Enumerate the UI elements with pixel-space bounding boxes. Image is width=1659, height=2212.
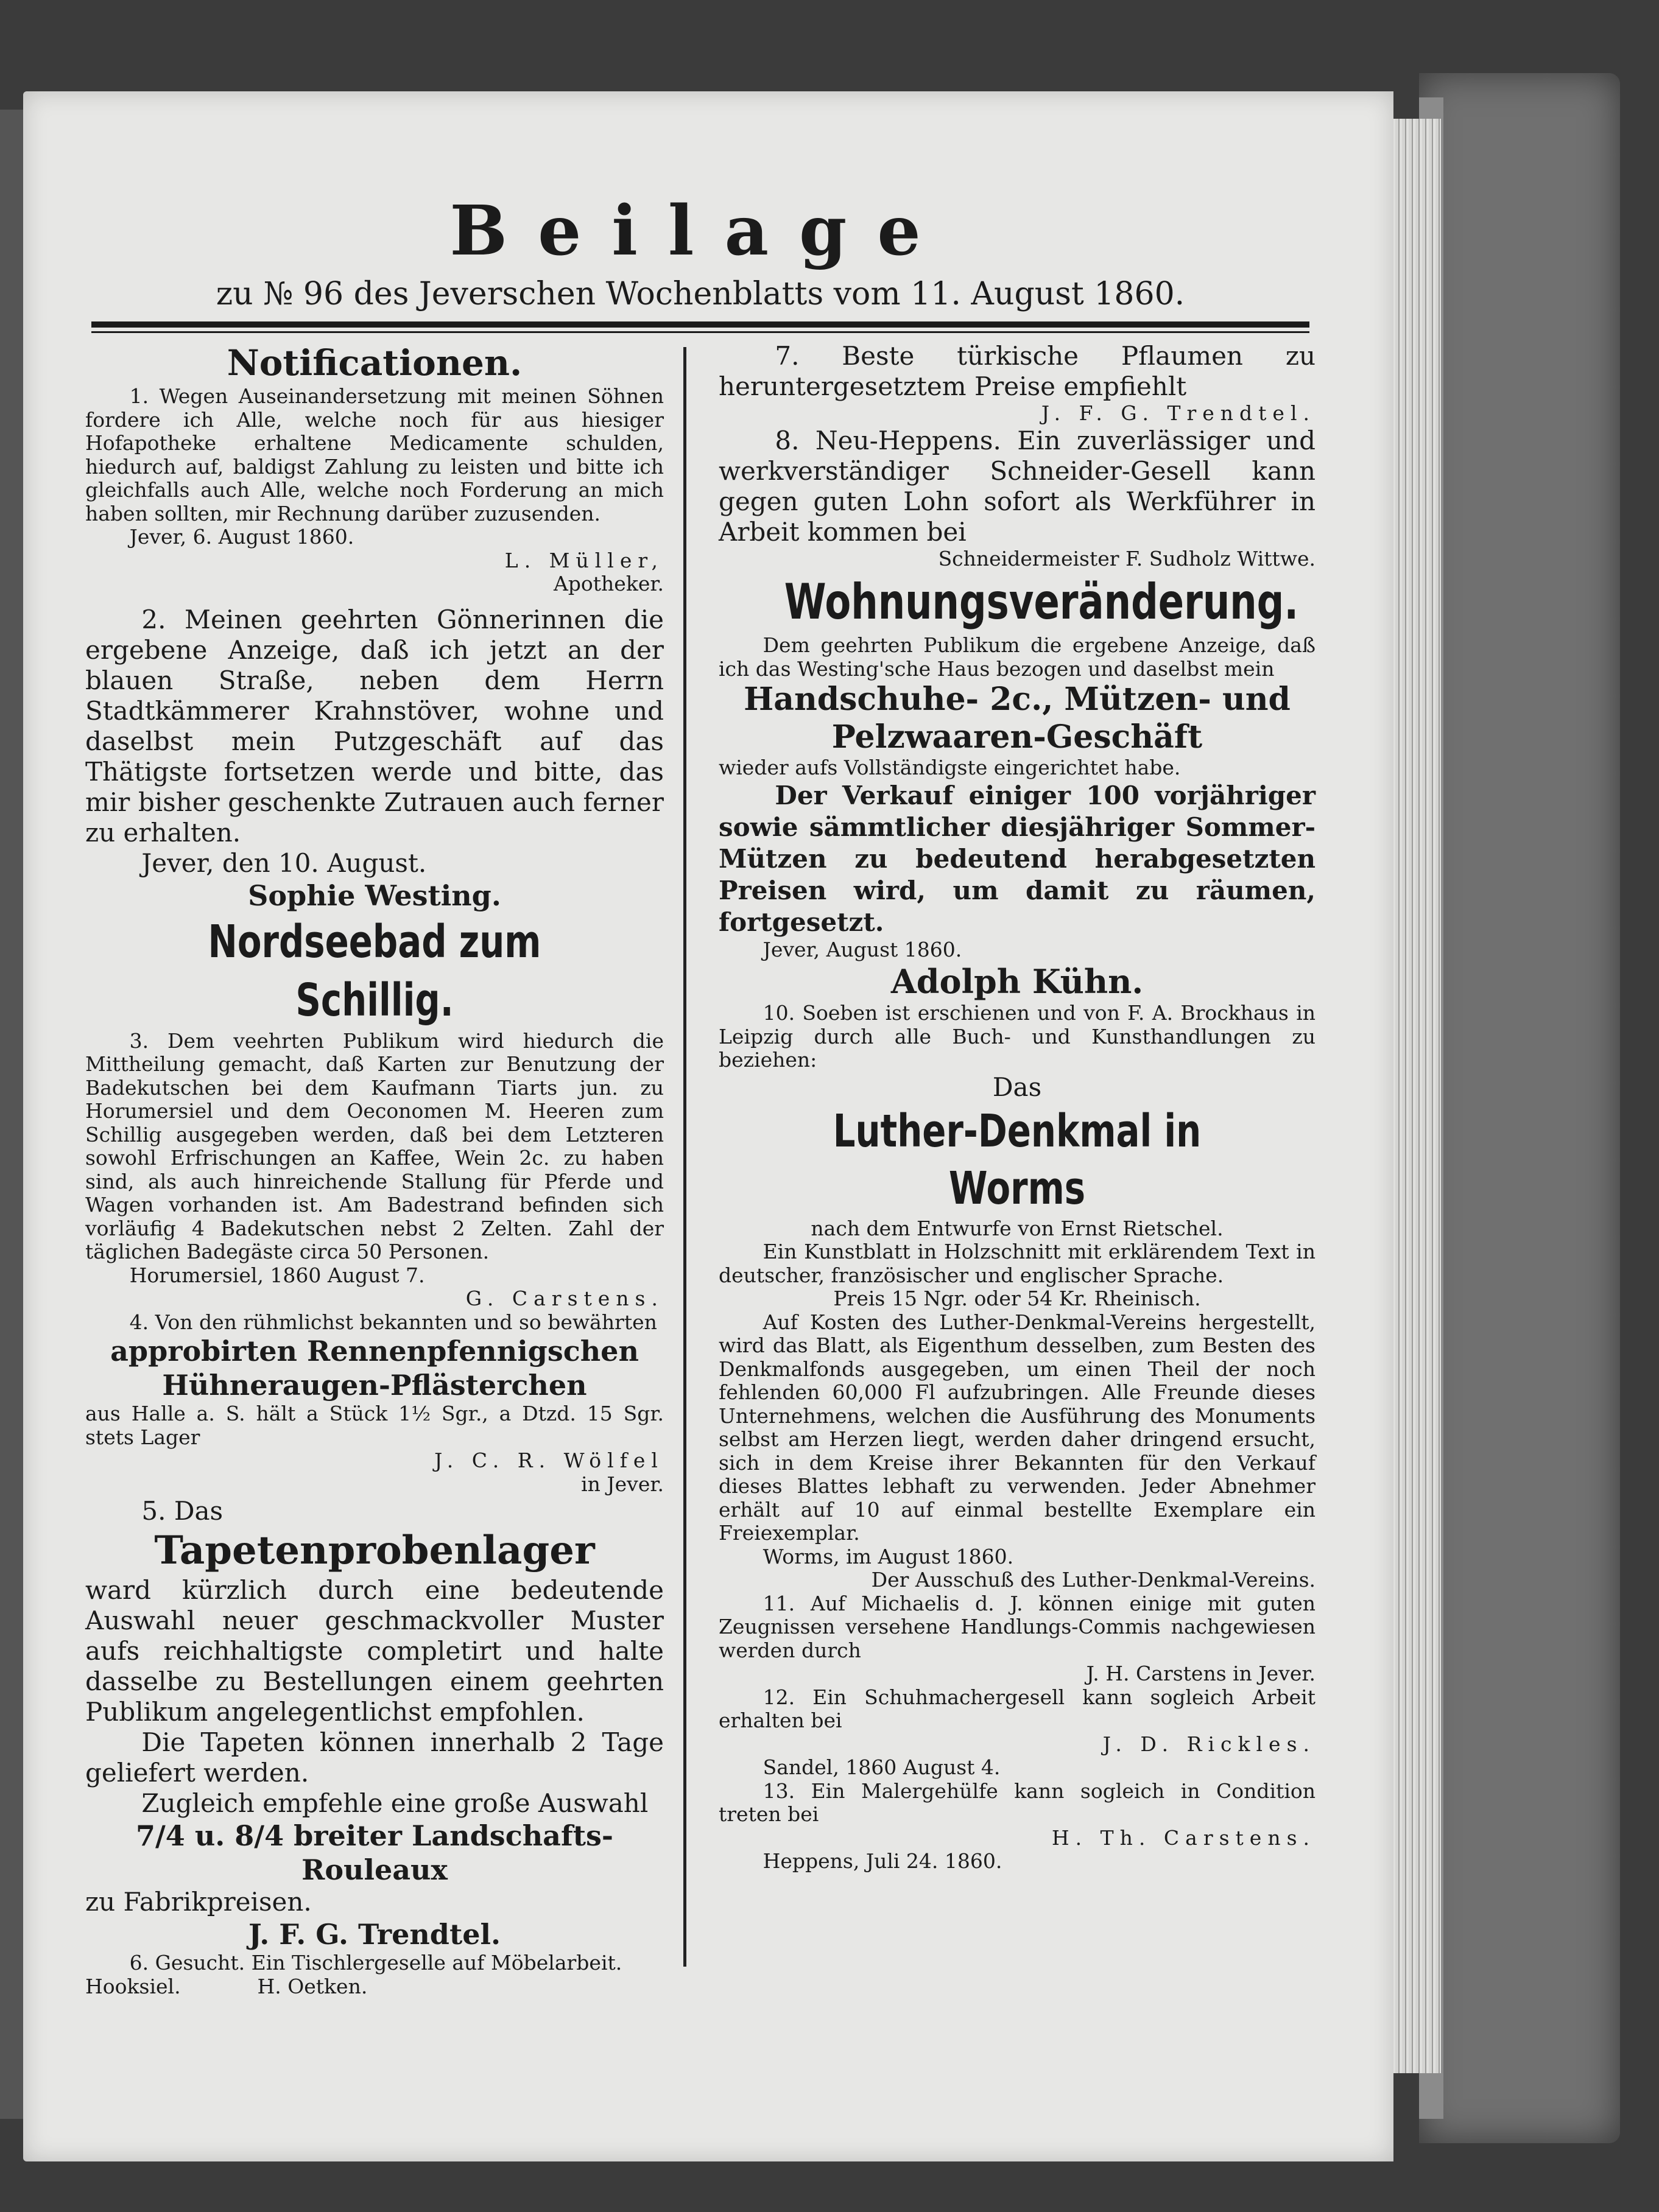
notice-12-text: 12. Ein Schuhmachergesell kann sogleich Arbeit erhalten bei xyxy=(719,1685,1316,1732)
book-cover xyxy=(1419,73,1620,2143)
notice-1-text: 1. Wegen Auseinandersetzung mit meinen Söhnen fordere ich Alle, welche noch für aus hiesiger Hofapotheke erhaltene Medicamente schulden, hiedurch auf, baldigst Zahlung zu leisten und bitte ich gleichfalls auch Alle, welche noch Forderung an mich haben sollten, mir Rechnung darüber zuzusenden. xyxy=(85,384,664,525)
notice-7-signature: J. F. G. Trendtel. xyxy=(1041,401,1316,425)
notice-13-date: Heppens, Juli 24. 1860. xyxy=(763,1849,1002,1873)
notice-10-text: 10. Soeben ist erschienen und von F. A. Brockhaus in Leipzig durch alle Buch- und Kunsthandlungen zu beziehen: xyxy=(719,1001,1316,1072)
notice-5-signature: J. F. G. Trendtel. xyxy=(248,1918,501,1951)
notice-2-signature: Sophie Westing. xyxy=(248,879,501,912)
notice-9-business: Handschuhe- 2c., Mützen- und Pelzwaaren-Geschäft xyxy=(744,681,1291,756)
notice-3-signature: G. Carstens. xyxy=(465,1287,664,1310)
section-heading: Notificationen. xyxy=(227,342,523,384)
notice-10-signature: Der Ausschuß des Luther-Denkmal-Vereins. xyxy=(871,1568,1316,1592)
notice-10-author-line: nach dem Entwurfe von Ernst Rietschel. xyxy=(811,1216,1224,1240)
notice-9-heading: Wohnungsveränderung. xyxy=(784,574,1299,630)
notice-4-text: 4. Von den rühmlichst bekannten und so bewährten xyxy=(129,1310,657,1334)
notice-5-text-4: zu Fabrikpreisen. xyxy=(85,1887,312,1917)
right-column xyxy=(719,341,1316,1873)
notice-11-signature: J. H. Carstens in Jever. xyxy=(1086,1662,1316,1685)
notice-9-text: Dem geehrten Publikum die ergebene Anzeige, daß ich das Westing'sche Haus bezogen und daselbst mein xyxy=(719,633,1316,681)
notice-4-product-line2: Hühneraugen-Pflästerchen xyxy=(162,1369,587,1402)
notice-10-date: Worms, im August 1860. xyxy=(763,1544,1014,1568)
notice-10-text-3: Auf Kosten des Luther-Denkmal-Vereins hergestellt, wird das Blatt, als Eigenthum desselben, zum Besten des Denkmalfonds ausgegeben, um einen Theil der noch fehlenden 60,000 Fl aufzubringen. Alle Freunde dieses Unternehmens, welchen die Ausführung des Monuments selbst am Herzen liegt, werden daher dringend ersucht, sich in dem Kreise ihrer Bekannten für den Verkauf dieses Blattes lebhaft zu verwenden. Jeder Abnehmer erhält auf 10 auf einmal bestellte Exemplare ein Freiexemplar. xyxy=(719,1310,1316,1545)
header-rule xyxy=(91,321,1309,328)
notice-5-product: 7/4 u. 8/4 breiter Landschafts-Rouleaux xyxy=(136,1819,613,1886)
notice-9-text-3: Der Verkauf einiger 100 vorjähriger sowie sämmtlicher diesjähriger Sommer-Mützen zu bedeutend herabgesetzten Preisen wird, um damit zu räumen, fortgesetzt. xyxy=(719,780,1316,937)
notice-4-signature: J. C. R. Wölfel xyxy=(434,1448,664,1472)
notice-1-signature-role: Apotheker. xyxy=(553,572,664,595)
page-title: Beilage xyxy=(449,191,951,271)
notice-9-text-2: wieder aufs Vollständigste eingerichtet habe. xyxy=(719,756,1181,779)
notice-3-date: Horumersiel, 1860 August 7. xyxy=(129,1263,425,1287)
notice-10-price: Preis 15 Ngr. oder 54 Kr. Rheinisch. xyxy=(833,1287,1201,1310)
notice-8-text: 8. Neu-Heppens. Ein zuverlässiger und werkverständiger Schneider-Gesell kann gegen guten Lohn sofort als Werkführer in Arbeit kommen bei xyxy=(719,425,1316,547)
notice-9-date: Jever, August 1860. xyxy=(763,937,962,961)
notice-4-text-2: aus Halle a. S. hält a Stück 1½ Sgr., a Dtzd. 15 Sgr. stets Lager xyxy=(85,1402,664,1449)
notice-2-date: Jever, den 10. August. xyxy=(141,848,427,878)
notice-7-text: 7. Beste türkische Pflaumen zu heruntergesetztem Preise empfiehlt xyxy=(719,341,1316,401)
notice-12-date: Sandel, 1860 August 4. xyxy=(763,1755,1001,1779)
notice-12-signature: J. D. Rickles. xyxy=(1102,1732,1316,1756)
notice-5-text-2: Die Tapeten können innerhalb 2 Tage geliefert werden. xyxy=(85,1727,664,1788)
masthead xyxy=(91,191,1309,315)
notice-1-date: Jever, 6. August 1860. xyxy=(129,525,354,549)
notice-5-text: ward kürzlich durch eine bedeutende Auswahl neuer geschmackvoller Muster aufs reichhaltigste completirt und halte dasselbe zu Bestellungen einem geehrten Publikum angelegentlichst empfohlen. xyxy=(85,1575,664,1727)
notice-2-text: 2. Meinen geehrten Gönnerinnen die ergebene Anzeige, daß ich jetzt an der blauen Straße, neben dem Herrn Stadtkämmerer Krahnstöver, wohne und daselbst mein Putzgeschäft auf das Thätigste fortsetzen werde und bitte, das mir bisher geschenkte Zutrauen auch ferner zu erhalten. xyxy=(85,604,664,848)
notice-11-text: 11. Auf Michaelis d. J. können einige mit guten Zeugnissen versehene Handlungs-Commis nachgewiesen werden durch xyxy=(719,1591,1316,1662)
notice-6-text: 6. Gesucht. Ein Tischlergeselle auf Möbelarbeit. xyxy=(129,1951,622,1975)
column-divider xyxy=(683,347,686,1967)
notice-1-signature: L. Müller, xyxy=(504,548,664,572)
notice-10-text-2: Ein Kunstblatt in Holzschnitt mit erklärendem Text in deutscher, französischer und englischer Sprache. xyxy=(719,1240,1316,1287)
notice-4-product-line1: approbirten Rennenpfennigschen xyxy=(110,1335,639,1368)
notice-9-signature: Adolph Kühn. xyxy=(890,962,1144,1001)
left-column xyxy=(85,341,664,1998)
notice-4-signature-place: in Jever. xyxy=(581,1472,664,1496)
notice-5-text-3: Zugleich empfehle eine große Auswahl xyxy=(141,1788,649,1818)
notice-10-das: Das xyxy=(992,1072,1042,1102)
notice-13-signature: H. Th. Carstens. xyxy=(1051,1825,1316,1850)
notice-5-heading: Tapetenprobenlager xyxy=(154,1528,595,1573)
notice-10-heading: Luther-Denkmal in Worms xyxy=(833,1104,1202,1215)
notice-3-heading: Nordseebad zum Schillig. xyxy=(208,915,541,1027)
notice-13-text: 13. Ein Malergehülfe kann sogleich in Condition treten bei xyxy=(719,1778,1316,1826)
notice-5-number: 5. Das xyxy=(141,1496,224,1526)
notice-6-signature: Hooksiel. H. Oetken. xyxy=(85,1974,368,1998)
header-rule-thin xyxy=(91,331,1309,333)
notice-8-signature: Schneidermeister F. Sudholz Wittwe. xyxy=(938,546,1316,571)
notice-3-text: 3. Dem veehrten Publikum wird hiedurch die Mittheilung gemacht, daß Karten zur Benutzung der Badekutschen bei dem Kaufmann Tiarts jun. zu Horumersiel und dem Oeconomen M. Heeren zum Schillig ausgegeben werden, daß bei dem Letzteren sowohl Erfrischungen an Kaffee, Wein 2c. zu haben sind, als auch hinreichende Stallung für Pferde und Wagen vorhanden ist. Am Badestrand befinden sich vorläufig 4 Badekutschen nebst 2 Zelten. Zahl der täglichen Badegäste circa 50 Personen. xyxy=(85,1028,664,1263)
book-gutter xyxy=(0,110,24,2119)
page-subtitle: zu № 96 des Jeverschen Wochenblatts vom 11. August 1860. xyxy=(216,276,1185,312)
